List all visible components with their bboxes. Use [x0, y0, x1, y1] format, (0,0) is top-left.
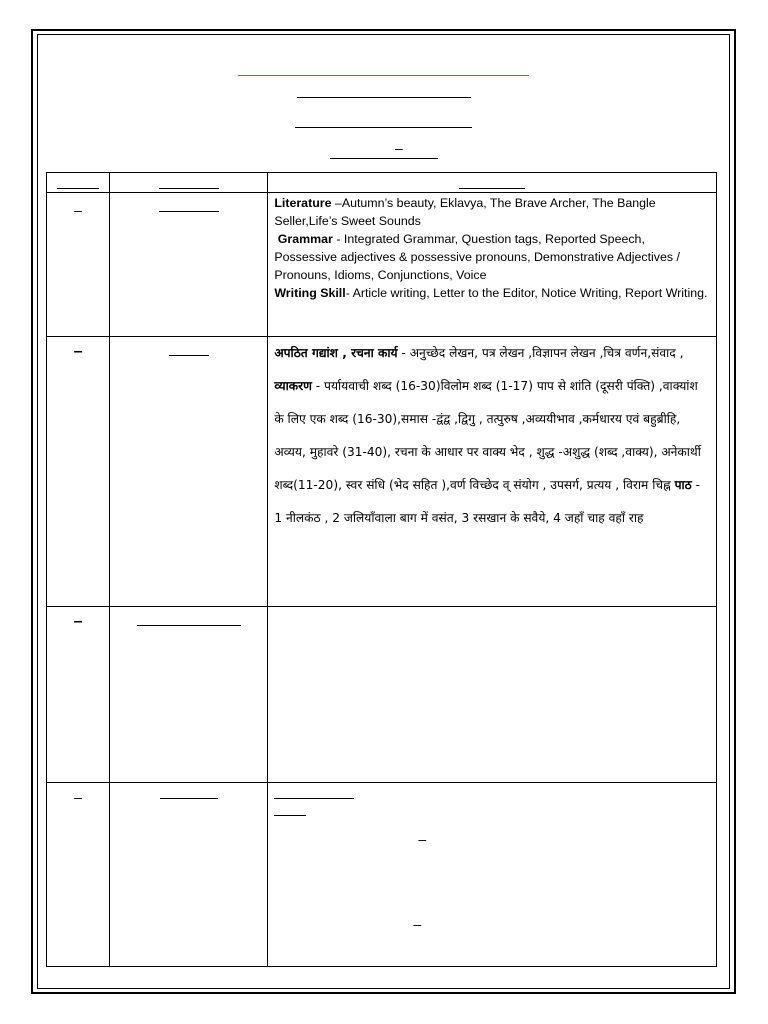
- content-underline-2: [274, 815, 306, 816]
- title-dash-mark: –: [395, 140, 403, 156]
- row-hindi-mark-cell: [47, 337, 110, 607]
- grammar-text: - Integrated Grammar, Question tags, Reported Speech, Possessive adjectives & possessive pronouns, Demonstrative Adjectives / Pronouns, Idioms, Conjunctions, Voice: [274, 232, 680, 282]
- hindi-text-lessons: - 1 नीलकंठ , 2 जलियाँवाला बाग में वसंत, 3 रसखान के सवैये, 4 जहाँ चाह वहाँ राह: [274, 478, 701, 525]
- table-row-hindi: [47, 337, 717, 607]
- table-row-last: [47, 783, 717, 967]
- row-hindi-content-cell: [268, 337, 717, 607]
- title-underline-2: [295, 127, 472, 128]
- hindi-label-lessons: पाठ: [674, 478, 692, 492]
- table-row-blank: [47, 607, 717, 783]
- hindi-label-grammar: व्याकरण: [274, 379, 312, 393]
- title-underline-3: [330, 158, 438, 159]
- content-dash-1: –: [418, 831, 427, 847]
- row-last-content-cell: [268, 783, 717, 967]
- title-underline-1: [297, 97, 471, 98]
- literature-text: –Autumn’s beauty, Eklavya, The Brave Archer, The Bangle Seller,Life’s Sweet Sounds: [274, 196, 656, 228]
- row-blank-mark-cell: [47, 607, 110, 783]
- header-cell-2: [110, 173, 268, 193]
- grammar-label: Grammar: [277, 232, 333, 246]
- table-header-row: [47, 173, 717, 193]
- row-hindi-title-cell: [110, 337, 268, 607]
- row-mark: –: [73, 343, 83, 360]
- table-row-english: [47, 193, 717, 337]
- row-english-title-cell: [110, 193, 268, 337]
- row-mark: –: [74, 789, 82, 805]
- row-english-content-cell: [268, 193, 717, 337]
- row-english-mark-cell: [47, 193, 110, 337]
- content-dash-2: –: [413, 916, 422, 932]
- literature-label: Literature: [274, 196, 332, 210]
- row-last-mark-cell: [47, 783, 110, 967]
- row-blank-content-cell: [268, 607, 717, 783]
- row-mark: –: [74, 202, 82, 218]
- writing-skill-label: Writing Skill: [274, 286, 346, 300]
- writing-skill-text: - Article writing, Letter to the Editor, Notice Writing, Report Writing.: [345, 286, 708, 300]
- hindi-label-comprehension: अपठित गद्यांश , रचना कार्य: [274, 346, 398, 360]
- row-mark: –: [73, 613, 83, 630]
- row-last-title-cell: [110, 783, 268, 967]
- english-syllabus-text: [268, 193, 716, 306]
- syllabus-table: [46, 172, 717, 967]
- header-cell-3: [268, 173, 717, 193]
- hindi-text-composition: - अनुच्छेद लेखन, पत्र लेखन ,विज्ञापन लेखन ,चित्र वर्णन,संवाद ,: [397, 346, 684, 360]
- content-underline-1: [274, 798, 354, 799]
- hindi-text-grammar: - पर्यायवाची शब्द (16-30)विलोम शब्द (1-17) पाप से शांति (दूसरी पंक्ति) ,वाक्यांश के लिए एक शब्द (16-30),समास -द्वंद्व ,द्विगु , तत्पुरुष ,अव्ययीभाव ,कर्मधारय एवं बहुब्रीहि, अव्यय, मुहावरे (31-40), रचना के आधार पर वाक्य भेद , शुद्ध -अशुद्ध (शब्द ,वाक्य), अनेकार्थी शब्द(11-20), स्वर संधि (भेद सहित ),वर्ण विच्छेद व् संयोग , उपसर्ग, प्रत्यय , विराम चिह्न: [274, 379, 701, 492]
- title-underline-blue: [238, 75, 529, 76]
- hindi-syllabus-text: [268, 337, 716, 535]
- row-blank-title-cell: [110, 607, 268, 783]
- header-cell-1: [47, 173, 110, 193]
